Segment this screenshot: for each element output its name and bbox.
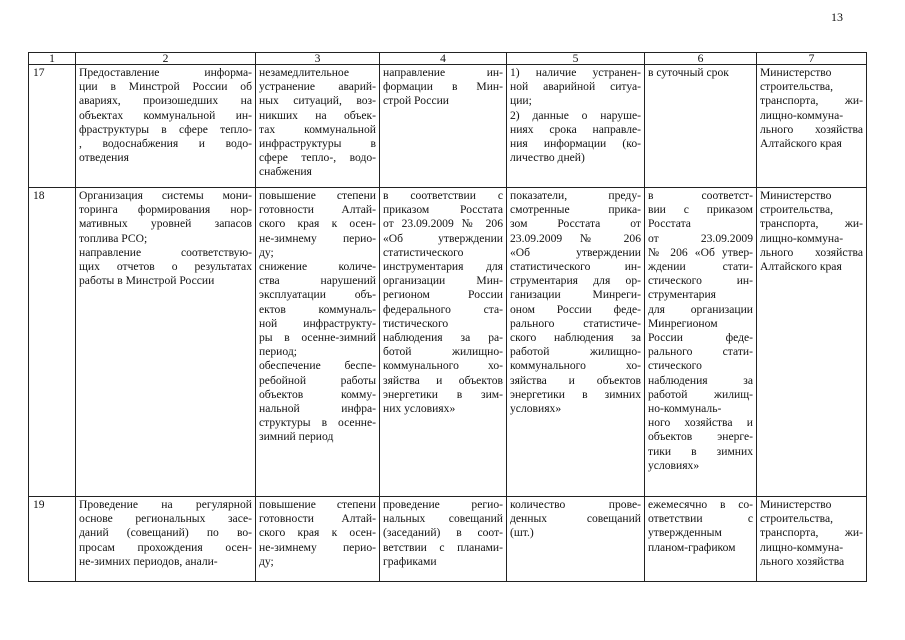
- deadline-cell: [645, 497, 757, 582]
- responsible-cell: [757, 188, 867, 497]
- cell-text-line: направление ин-: [383, 66, 503, 79]
- cell-text-line: России феде-: [648, 331, 753, 345]
- expected-result-cell: [256, 188, 380, 497]
- cell-text-line: струментария: [648, 288, 717, 302]
- cell-text-line: работой жилищ-: [648, 387, 753, 401]
- table-row: [29, 65, 867, 188]
- cell-text-line: тики в зимних: [648, 444, 753, 458]
- cell-text-line: планом-графиком: [648, 540, 736, 554]
- column-number: 1: [29, 53, 76, 65]
- cell-text-line: Росстата: [648, 217, 691, 231]
- cell-text-line: незамедлительное: [259, 66, 350, 79]
- cell-text-line: от 23.09.2009 № 206: [383, 217, 503, 231]
- cell-text-line: ребойной работы: [259, 373, 376, 387]
- cell-text-line: эксплуатации объ-: [259, 288, 376, 302]
- cell-text-line: ского наблюдения за: [510, 331, 641, 345]
- cell-text-line: не-зимнему перио-: [259, 540, 376, 554]
- deadline-cell: [645, 65, 757, 188]
- cell-text-line: не-зимних периодов, анали-: [79, 554, 218, 568]
- cell-text-line: Министерство: [760, 189, 832, 202]
- cell-text-line: ции в Минстрой России об: [79, 80, 252, 94]
- cell-text-line: период;: [259, 345, 297, 359]
- cell-text-line: ответствии с: [648, 512, 753, 526]
- cell-text-line: условиях»: [510, 402, 562, 416]
- row-number: 18: [29, 188, 76, 497]
- row-number: 17: [29, 65, 76, 188]
- cell-text-line: наблюдения за: [648, 373, 753, 387]
- cell-text-line: ния информации (ко-: [510, 137, 641, 151]
- cell-text-line: зяйства и объектов: [510, 373, 641, 387]
- cell-text-line: строй России: [383, 94, 449, 108]
- cell-text-line: (шт.): [510, 526, 534, 540]
- cell-text-line: регионом России: [383, 288, 503, 302]
- cell-text-line: нальной инфра-: [259, 402, 376, 416]
- cell-text-line: объектах коммунальной ин-: [79, 108, 252, 122]
- expected-result-cell: [256, 65, 380, 188]
- deadline-cell: [645, 188, 757, 497]
- cell-text-line: Проведение на регулярной: [79, 498, 252, 511]
- cell-text-line: ского края к осен-: [259, 526, 376, 540]
- cell-text-line: статистического: [383, 245, 464, 259]
- cell-text-line: ветствии с планами-: [383, 540, 503, 554]
- cell-text-line: Министерство: [760, 66, 832, 79]
- cell-text-line: тистического: [383, 316, 449, 330]
- column-number: 5: [507, 53, 645, 65]
- cell-text-line: даний (совещаний) по во-: [79, 526, 252, 540]
- cell-text-line: денных совещаний: [510, 512, 641, 526]
- cell-text-line: транспорта, жи-: [760, 526, 863, 540]
- row-number: 19: [29, 497, 76, 582]
- cell-text-line: «Об утверждении: [510, 245, 641, 259]
- cell-text-line: Алтайского края: [760, 260, 842, 274]
- column-number: 4: [380, 53, 507, 65]
- cell-text-line: Алтайского края: [760, 137, 842, 151]
- cell-text-line: энергетики в зимних: [510, 387, 641, 401]
- cell-text-line: лищно-коммуна-: [760, 540, 844, 554]
- cell-text-line: ных ситуаций, воз-: [259, 94, 376, 108]
- cell-text-line: торинга формирования нор-: [79, 203, 252, 217]
- cell-text-line: просам прохождения осен-: [79, 540, 252, 554]
- cell-text-line: в соответствии с: [383, 189, 503, 202]
- cell-text-line: 23.09.2009 № 206: [510, 231, 641, 245]
- cell-text-line: Министерство: [760, 498, 832, 511]
- cell-text-line: приказом Росстата: [383, 203, 503, 217]
- cell-text-line: 2) данные о наруше-: [510, 108, 641, 122]
- cell-text-line: авариях, произошедших на: [79, 94, 252, 108]
- cell-text-line: ждении стати-: [648, 260, 753, 274]
- measure-cell: [76, 65, 256, 188]
- cell-text-line: , водоснабжения и водо-: [79, 137, 252, 151]
- expected-result-cell: [256, 497, 380, 582]
- cell-text-line: проведение регио-: [383, 498, 503, 511]
- cell-text-line: графиками: [383, 554, 437, 568]
- measure-cell: [76, 497, 256, 582]
- indicator-cell: [507, 188, 645, 497]
- cell-text-line: льного хозяйства: [760, 122, 863, 136]
- cell-text-line: условиях»: [648, 458, 700, 472]
- cell-text-line: зом Росстата от: [510, 217, 641, 231]
- measures-table: [28, 52, 867, 582]
- cell-text-line: ры в осенне-зимний: [259, 331, 376, 345]
- cell-text-line: инфраструктуры в: [259, 137, 376, 151]
- cell-text-line: транспорта, жи-: [760, 94, 863, 108]
- cell-text-line: оном России феде-: [510, 302, 641, 316]
- cell-text-line: личество дней): [510, 151, 585, 165]
- cell-text-line: Минрегионом: [648, 316, 718, 330]
- table-row: [29, 497, 867, 582]
- cell-text-line: снабжения: [259, 165, 312, 179]
- cell-text-line: от 23.09.2009: [648, 231, 753, 245]
- cell-text-line: основе региональных засе-: [79, 512, 252, 526]
- cell-text-line: отведения: [79, 151, 129, 165]
- cell-text-line: количество прове-: [510, 498, 641, 511]
- column-number: 6: [645, 53, 757, 65]
- cell-text-line: ниях срока направле-: [510, 122, 641, 136]
- cell-text-line: в соответст-: [648, 189, 753, 202]
- cell-text-line: 1) наличие устранен-: [510, 66, 641, 79]
- cell-text-line: организации Мин-: [383, 274, 503, 288]
- cell-text-line: зяйства и объектов: [383, 373, 503, 387]
- column-number: 2: [76, 53, 256, 65]
- cell-text-line: мативных уровней запасов: [79, 217, 252, 231]
- cell-text-line: ции;: [510, 94, 532, 108]
- column-number-row: [29, 53, 867, 65]
- cell-text-line: готовности Алтай-: [259, 512, 376, 526]
- cell-text-line: льного хозяйства: [760, 554, 845, 568]
- cell-text-line: фраструктуры в сфере тепло-: [79, 122, 252, 136]
- cell-text-line: направление соответствую-: [79, 245, 252, 259]
- cell-text-line: Предоставление информа-: [79, 66, 252, 79]
- cell-text-line: струментария для ор-: [510, 274, 641, 288]
- cell-text-line: снижение количе-: [259, 260, 376, 274]
- cell-text-line: топлива РСО;: [79, 231, 148, 245]
- cell-text-line: сфере тепло-, водо-: [259, 151, 376, 165]
- cell-text-line: работой жилищно-: [510, 345, 641, 359]
- cell-text-line: льного хозяйства: [760, 245, 863, 259]
- cell-text-line: вии с приказом: [648, 203, 753, 217]
- cell-text-line: объектов комму-: [259, 387, 376, 401]
- cell-text-line: показатели, преду-: [510, 189, 641, 202]
- cell-text-line: ду;: [259, 245, 274, 259]
- column-number: 3: [256, 53, 380, 65]
- cell-text-line: нальных совещаний: [383, 512, 503, 526]
- cell-text-line: ганизации Минреги-: [510, 288, 641, 302]
- cell-text-line: ботой жилищно-: [383, 345, 503, 359]
- cell-text-line: ного хозяйства и: [648, 416, 753, 430]
- mechanism-cell: [380, 188, 507, 497]
- cell-text-line: в суточный срок: [648, 66, 729, 79]
- cell-text-line: федерального ста-: [383, 302, 503, 316]
- cell-text-line: лищно-коммуна-: [760, 231, 844, 245]
- cell-text-line: щих отчетов о результатах: [79, 260, 252, 274]
- cell-text-line: зимний период: [259, 430, 334, 444]
- cell-text-line: статистического ин-: [510, 260, 641, 274]
- cell-text-line: транспорта, жи-: [760, 217, 863, 231]
- cell-text-line: № 206 «Об утвер-: [648, 245, 753, 259]
- mechanism-cell: [380, 65, 507, 188]
- cell-text-line: «Об утверждении: [383, 231, 503, 245]
- cell-text-line: повышение степени: [259, 498, 376, 511]
- cell-text-line: строительства,: [760, 203, 834, 217]
- cell-text-line: повышение степени: [259, 189, 376, 202]
- responsible-cell: [757, 497, 867, 582]
- cell-text-line: не-зимнему перио-: [259, 231, 376, 245]
- cell-text-line: Организация системы мони-: [79, 189, 252, 202]
- cell-text-line: наблюдения за ра-: [383, 331, 503, 345]
- cell-text-line: ства нарушений: [259, 274, 376, 288]
- cell-text-line: лищно-коммуна-: [760, 108, 844, 122]
- cell-text-line: ной аварийной ситуа-: [510, 80, 641, 94]
- cell-text-line: работы в Минстрой России: [79, 274, 215, 288]
- cell-text-line: ежемесячно в со-: [648, 498, 753, 511]
- column-number: 7: [757, 53, 867, 65]
- table-row: [29, 188, 867, 497]
- cell-text-line: коммунального хо-: [383, 359, 503, 373]
- cell-text-line: энергетики в зим-: [383, 387, 503, 401]
- cell-text-line: рального статистиче-: [510, 316, 641, 330]
- cell-text-line: стического: [648, 359, 702, 373]
- cell-text-line: коммунального хо-: [510, 359, 641, 373]
- cell-text-line: стического ин-: [648, 274, 753, 288]
- cell-text-line: ной инфраструкту-: [259, 316, 376, 330]
- cell-text-line: формации в Мин-: [383, 80, 503, 94]
- cell-text-line: инструментария для: [383, 260, 503, 274]
- mechanism-cell: [380, 497, 507, 582]
- cell-text-line: строительства,: [760, 512, 834, 526]
- cell-text-line: ектов коммуналь-: [259, 302, 376, 316]
- page-number: 13: [831, 10, 843, 24]
- cell-text-line: рального стати-: [648, 345, 753, 359]
- responsible-cell: [757, 65, 867, 188]
- cell-text-line: никших на объек-: [259, 108, 376, 122]
- cell-text-line: них условиях»: [383, 402, 456, 416]
- cell-text-line: но-коммуналь-: [648, 402, 722, 416]
- cell-text-line: ского края к осен-: [259, 217, 376, 231]
- measure-cell: [76, 188, 256, 497]
- cell-text-line: утвержденным: [648, 526, 722, 540]
- indicator-cell: [507, 65, 645, 188]
- indicator-cell: [507, 497, 645, 582]
- cell-text-line: тах коммунальной: [259, 122, 376, 136]
- cell-text-line: готовности Алтай-: [259, 203, 376, 217]
- cell-text-line: строительства,: [760, 80, 834, 94]
- cell-text-line: обеспечение беспе-: [259, 359, 376, 373]
- cell-text-line: устранение аварий-: [259, 80, 376, 94]
- cell-text-line: (заседаний) в соот-: [383, 526, 503, 540]
- cell-text-line: объектов энерге-: [648, 430, 753, 444]
- cell-text-line: структуры в осенне-: [259, 416, 376, 430]
- cell-text-line: ду;: [259, 554, 274, 568]
- cell-text-line: смотренные прика-: [510, 203, 641, 217]
- cell-text-line: для организации: [648, 302, 753, 316]
